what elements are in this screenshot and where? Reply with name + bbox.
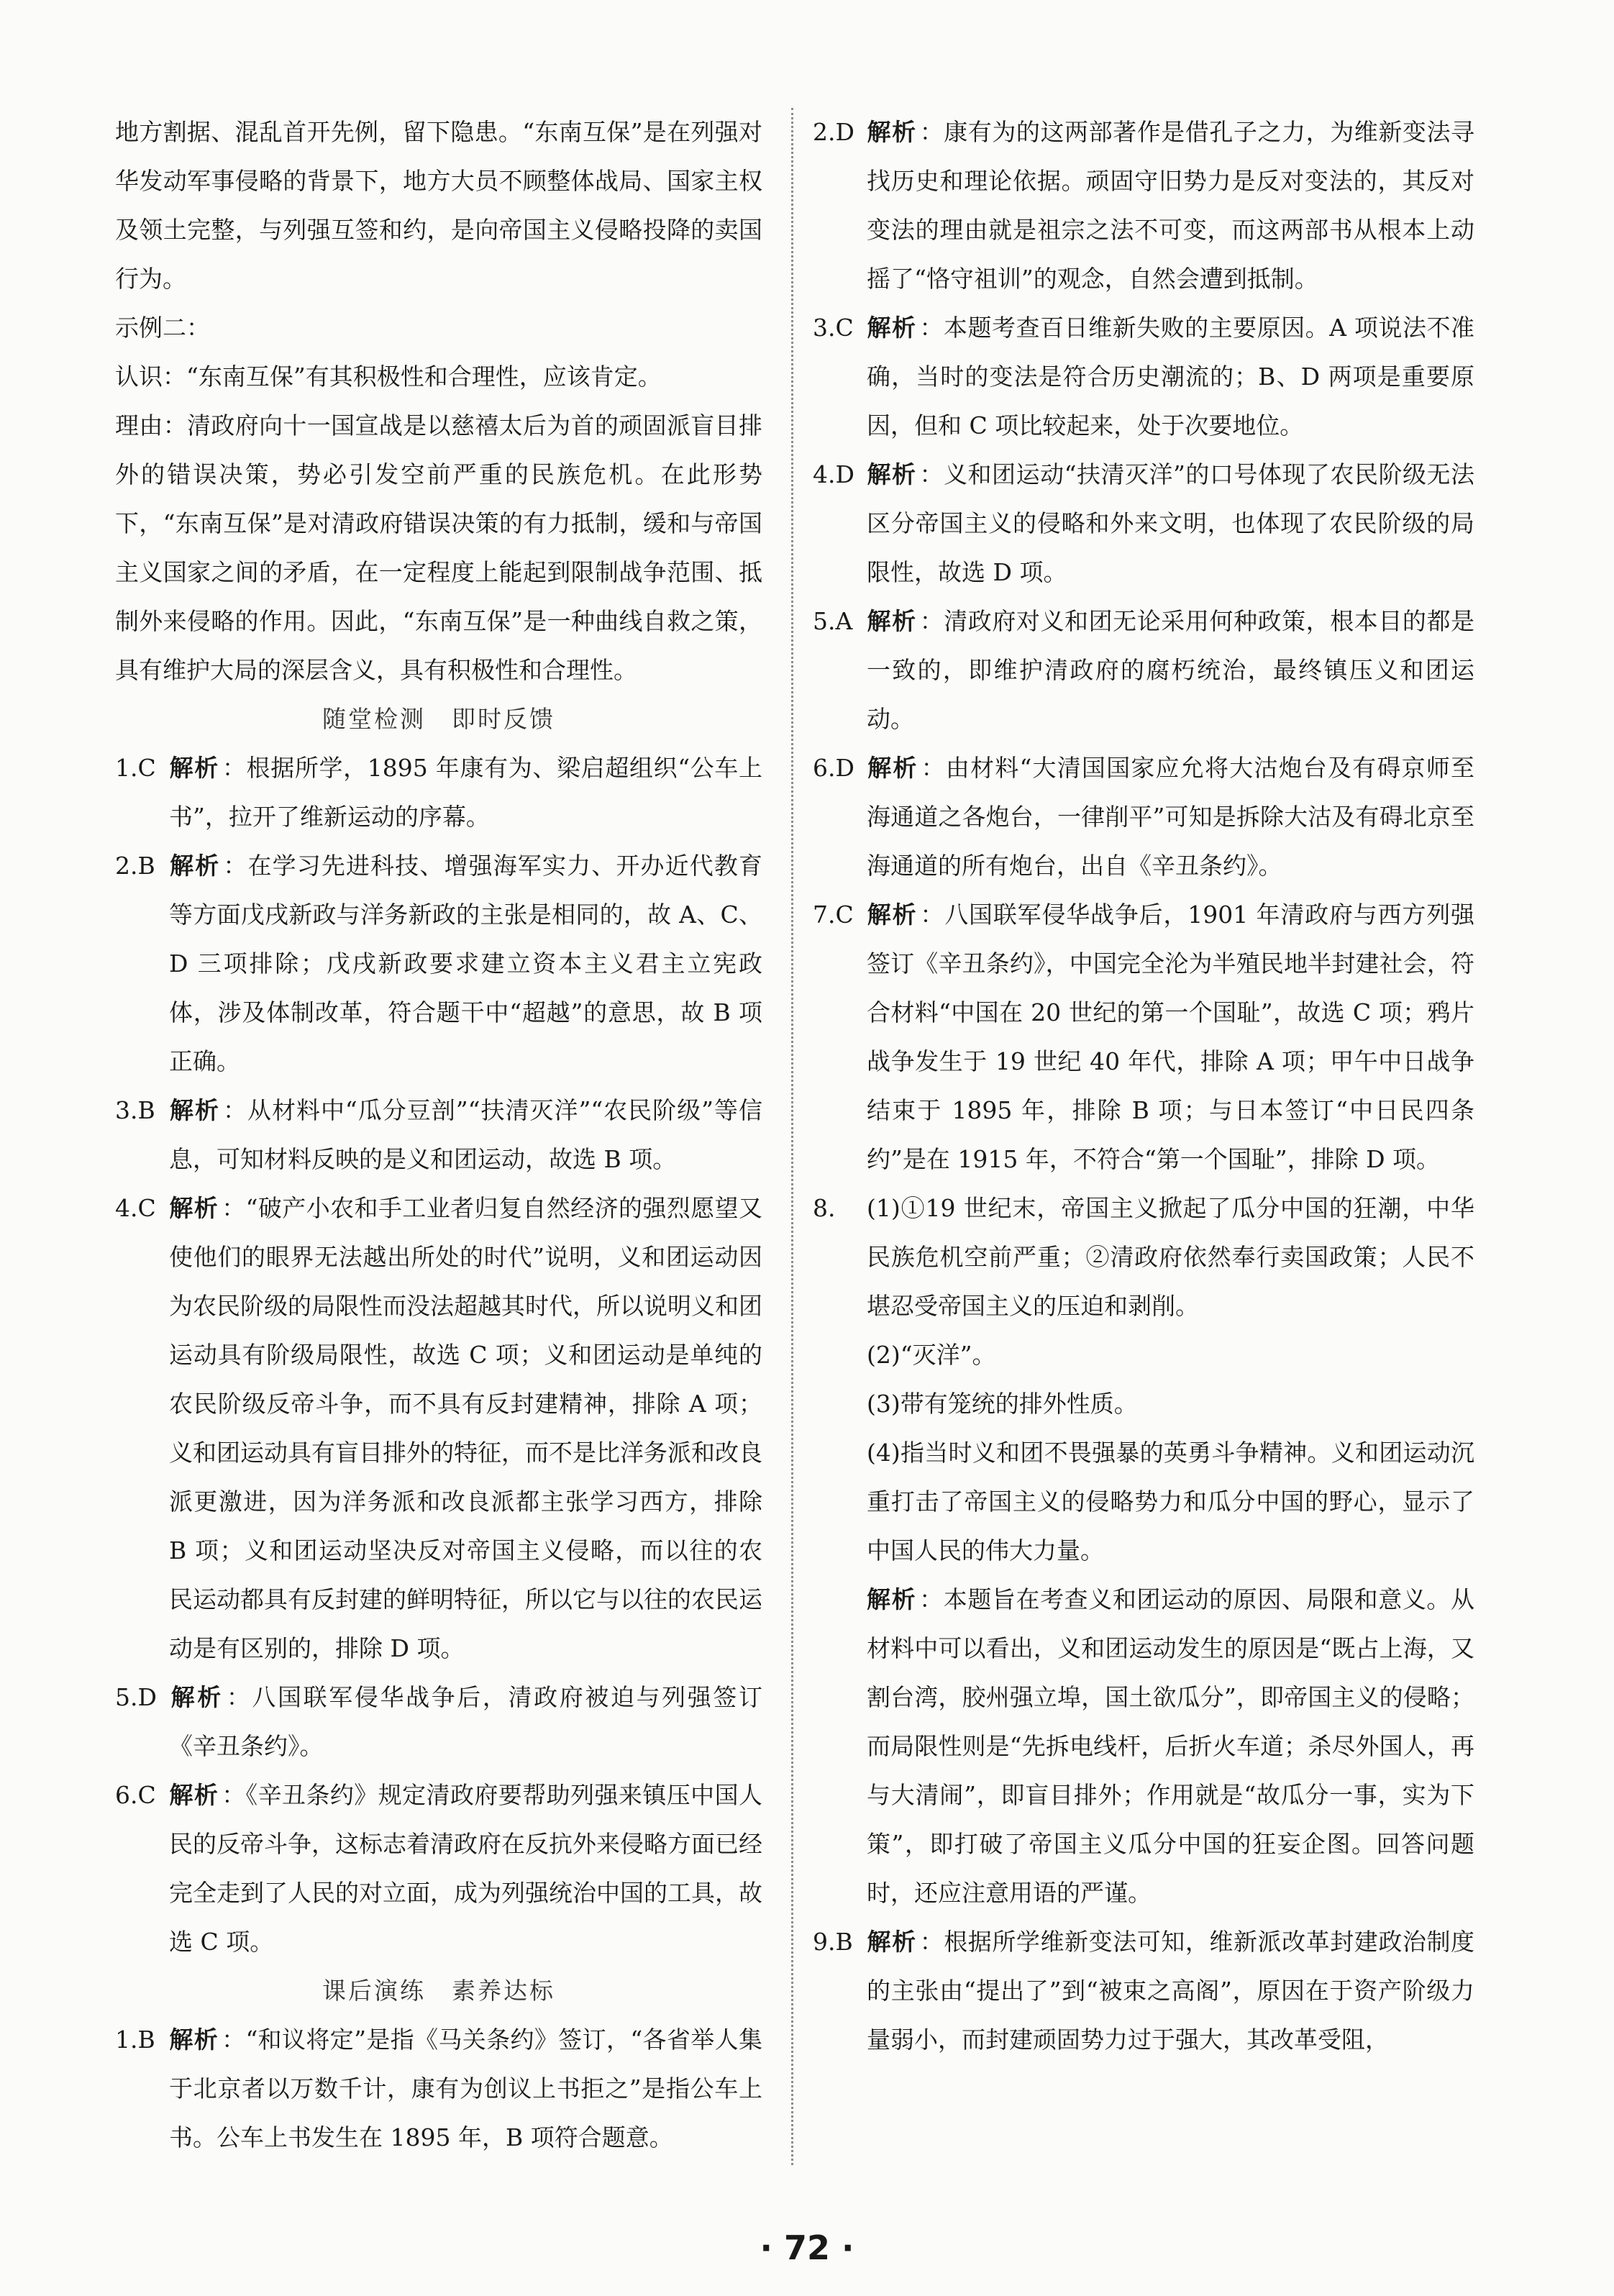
section-heading-1: 随堂检测 即时反馈 bbox=[322, 705, 555, 733]
section1-answer-list bbox=[115, 744, 762, 1967]
answer-text: ：本题考查百日维新失败的主要原因。A 项说法不准确，当时的变法是符合历史潮流的；B、D 两项是重要原因，但和 C 项比较起来，处于次要地位。 bbox=[867, 314, 1475, 439]
answer-item bbox=[115, 1771, 762, 1967]
answer-item bbox=[813, 597, 1474, 744]
answer-text: ：由材料“大清国国家应允将大沽炮台及有碍京师至海通道之各炮台，一律削平”可知是拆除大沽及有碍北京至海通道的所有炮台，出自《辛丑条约》。 bbox=[867, 754, 1475, 880]
q8-part-1: (1)①19 世纪末，帝国主义掀起了瓜分中国的狂潮，中华民族危机空前严重；②清政府依然奉行卖国政策；人民不堪忍受帝国主义的压迫和剥削。 bbox=[867, 1194, 1474, 1320]
q8-analysis bbox=[813, 1575, 1474, 1918]
q8-analysis-text: ：本题旨在考查义和团运动的原因、局限和意义。从材料中可以看出，义和团运动发生的原因是“既占上海，又割台湾，胶州强立埠，国土欲瓜分”，即帝国主义的侵略；而局限性则是“先拆电线杆，后折火车道；杀尽外国人，再与大清闹”，即盲目排外；作用就是“故瓜分一事，实为下策”，即打破了帝国主义瓜分中国的狂妄企图。回答问题时，还应注意用语的严谨。 bbox=[867, 1585, 1475, 1907]
answer-text: ：八国联军侵华战争后，1901 年清政府与西方列强签订《辛丑条约》，中国完全沦为半殖民地半封建社会，符合材料“中国在 20 世纪的第一个国耻”，故选 C 项；鸦片战争发生于 19 世纪 40 年代，排除 A 项；甲午中日战争结束于 1895 年，排除 B 项；与日本签订“中日民四条约”是在 1915 年，不符合“第一个国耻”，排除 D 项。 bbox=[867, 901, 1474, 1173]
answer-number: 1.B bbox=[115, 2026, 155, 2054]
right-answer-list bbox=[813, 108, 1474, 1184]
analysis-label: 解析 bbox=[867, 607, 917, 635]
q8-part-3: (3)带有笼统的排外性质。 bbox=[867, 1390, 1138, 1418]
answer-text: ：“破产小农和手工业者归复自然经济的强烈愿望又使他们的眼界无法越出所处的时代”说明，义和团运动因为农民阶级的局限性而没法超越其时代，所以说明义和团运动具有阶级局限性，故选 C 项；义和团运动是单纯的农民阶级反帝斗争，而不具有反封建精神，排除 A 项；义和团运动具有盲目排外的特征，而不是比洋务派和改良派更激进，因为洋务派和改良派都主张学习西方，排除 B 项；义和团运动坚决反对帝国主义侵略，而以往的农民运动都具有反封建的鲜明特征，所以它与以往的农民运动是有区别的，排除 D 项。 bbox=[169, 1194, 762, 1662]
reason-paragraph: 理由：清政府向十一国宣战是以慈禧太后为首的顽固派盲目排外的错误决策，势必引发空前严重的民族危机。在此形势下，“东南互保”是对清政府错误决策的有力抵制，缓和与帝国主义国家之间的矛盾，在一定程度上能起到限制战争范围、抵制外来侵略的作用。因此，“东南互保”是一种曲线自救之策，具有维护大局的深层含义，具有积极性和合理性。 bbox=[115, 411, 762, 684]
answer-item bbox=[813, 304, 1474, 450]
page-number: · 72 · bbox=[760, 2228, 854, 2267]
answer-item bbox=[813, 108, 1474, 304]
analysis-label: 解析 bbox=[867, 1585, 917, 1613]
analysis-label: 解析 bbox=[169, 852, 221, 880]
q8-part-2: (2)“灭洋”。 bbox=[867, 1341, 996, 1369]
answer-item bbox=[115, 842, 762, 1086]
analysis-label: 解析 bbox=[169, 1096, 220, 1124]
answer-item bbox=[813, 890, 1474, 1184]
answer-item bbox=[813, 450, 1474, 597]
answer-number: 5.A bbox=[813, 607, 853, 635]
section-heading-2: 课后演练 素养达标 bbox=[322, 1977, 555, 2005]
analysis-label: 解析 bbox=[867, 754, 918, 782]
answer-number: 6.C bbox=[115, 1781, 156, 1809]
answer-text: ：从材料中“瓜分豆剖”“扶清灭洋”“农民阶级”等信息，可知材料反映的是义和团运动，故选 B 项。 bbox=[169, 1096, 763, 1173]
answer-number: 1.C bbox=[115, 754, 156, 782]
answer-text: ：根据所学，1895 年康有为、梁启超组织“公车上书”，拉开了维新运动的序幕。 bbox=[169, 754, 763, 831]
analysis-label: 解析 bbox=[867, 1928, 917, 1956]
answer-number: 4.D bbox=[813, 460, 854, 488]
analysis-label: 解析 bbox=[867, 314, 917, 342]
answer-item bbox=[115, 744, 762, 842]
answer-text: ：“和议将定”是指《马关条约》签订，“各省举人集于北京者以万数千计，康有为创议上书拒之”是指公车上书。公车上书发生在 1895 年，B 项符合题意。 bbox=[169, 2026, 762, 2151]
section2-answer-list bbox=[115, 2015, 762, 2162]
answer-number: 8. bbox=[813, 1194, 836, 1222]
analysis-label: 解析 bbox=[169, 2026, 219, 2054]
q8-part-4: (4)指当时义和团不畏强暴的英勇斗争精神。义和团运动沉重打击了帝国主义的侵略势力和瓜分中国的野心，显示了中国人民的伟大力量。 bbox=[867, 1439, 1474, 1564]
answer-text: ：清政府对义和团无论采用何种政策，根本目的都是一致的，即维护清政府的腐朽统治，最终镇压义和团运动。 bbox=[867, 607, 1475, 733]
analysis-label: 解析 bbox=[169, 1683, 224, 1711]
example2-label: 示例二： bbox=[115, 314, 210, 342]
right-column bbox=[813, 108, 1474, 2064]
answer-number: 5.D bbox=[115, 1683, 157, 1711]
left-column bbox=[115, 108, 762, 2162]
answer-number: 2.D bbox=[813, 118, 854, 146]
intro-paragraph: 地方割据、混乱首开先例，留下隐患。“东南互保”是在列强对华发动军事侵略的背景下，地方大员不顾整体战局、国家主权及领土完整，与列强互签和约，是向帝国主义侵略投降的卖国行为。 bbox=[115, 118, 762, 293]
column-divider bbox=[791, 108, 793, 2165]
answer-text: ：在学习先进科技、增强海军实力、开办近代教育等方面戊戌新政与洋务新政的主张是相同的，故 A、C、D 三项排除；戊戌新政要求建立资本主义君主立宪政体，涉及体制改革，符合题干中“超越”的意思，故 B 项正确。 bbox=[169, 852, 762, 1075]
analysis-label: 解析 bbox=[867, 901, 918, 929]
answer-number: 9.B bbox=[813, 1928, 853, 1956]
answer-text: ：八国联军侵华战争后，清政府被迫与列强签订《辛丑条约》。 bbox=[169, 1683, 763, 1760]
answer-item bbox=[115, 1086, 762, 1184]
answer-text: ：义和团运动“扶清灭洋”的口号体现了农民阶级无法区分帝国主义的侵略和外来文明，也体现了农民阶级的局限性，故选 D 项。 bbox=[867, 460, 1474, 586]
analysis-label: 解析 bbox=[169, 754, 219, 782]
recognition-paragraph: 认识：“东南互保”有其积极性和合理性，应该肯定。 bbox=[115, 363, 662, 391]
analysis-label: 解析 bbox=[867, 460, 917, 488]
answer-number: 7.C bbox=[813, 901, 854, 929]
answer-text: ：根据所学维新变法可知，维新派改革封建政治制度的主张由“提出了”到“被束之高阁”，原因在于资产阶级力量弱小，而封建顽固势力过于强大，其改革受阻， bbox=[867, 1928, 1475, 2054]
answer-item bbox=[115, 1673, 762, 1771]
analysis-label: 解析 bbox=[867, 118, 917, 146]
answer-text: ：康有为的这两部著作是借孔子之力，为维新变法寻找历史和理论依据。顽固守旧势力是反对变法的，其反对变法的理由就是祖宗之法不可变，而这两部书从根本上动摇了“恪守祖训”的观念，自然会遭到抵制。 bbox=[867, 118, 1475, 293]
answer-text: ：《辛丑条约》规定清政府要帮助列强来镇压中国人民的反帝斗争，这标志着清政府在反抗外来侵略方面已经完全走到了人民的对立面，成为列强统治中国的工具，故选 C 项。 bbox=[169, 1781, 763, 1956]
analysis-label: 解析 bbox=[169, 1194, 219, 1222]
analysis-label: 解析 bbox=[169, 1781, 219, 1809]
answer-number: 3.C bbox=[813, 314, 854, 342]
answer-number: 4.C bbox=[115, 1194, 156, 1222]
answer-item-8 bbox=[813, 1184, 1474, 1331]
answer-number: 3.B bbox=[115, 1096, 155, 1124]
answer-item bbox=[115, 2015, 762, 2162]
answer-number: 2.B bbox=[115, 852, 155, 880]
answer-item-9 bbox=[813, 1918, 1474, 2064]
answer-number: 6.D bbox=[813, 754, 854, 782]
answer-item bbox=[813, 744, 1474, 890]
answer-item bbox=[115, 1184, 762, 1673]
